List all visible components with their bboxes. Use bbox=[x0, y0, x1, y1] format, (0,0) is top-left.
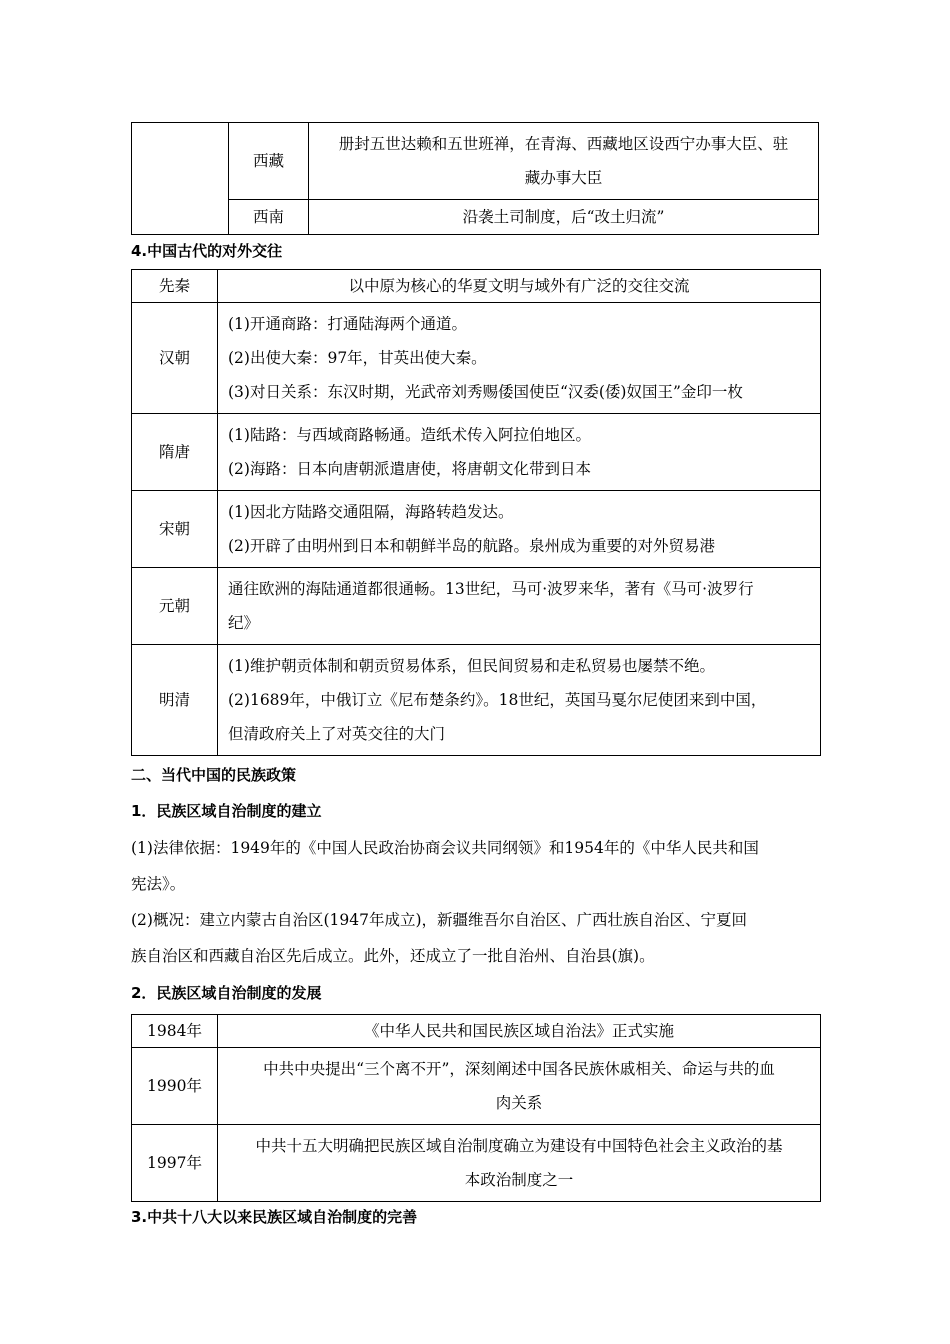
document-page bbox=[131, 122, 821, 1232]
table-row bbox=[132, 414, 821, 491]
table-row bbox=[132, 491, 821, 568]
table-row bbox=[132, 645, 821, 756]
content-cell: (1)陆路：与西域商路畅通。造纸术传入阿拉伯地区。 (2)海路：日本向唐朝派遣唐使，将唐朝文化带到日本 bbox=[218, 414, 821, 491]
content-cell: (1)维护朝贡体制和朝贡贸易体系，但民间贸易和走私贸易也屡禁不绝。 (2)1689年，中俄订立《尼布楚条约》。18世纪，英国马戛尔尼使团来到中国， 但清政府关上了对英交往的大门 bbox=[218, 645, 821, 756]
table-row bbox=[132, 1015, 821, 1048]
part-title: 二、当代中国的民族政策 bbox=[131, 766, 297, 784]
content-cell: 沿袭土司制度，后“改土归流” bbox=[309, 200, 819, 235]
region-cell: 西南 bbox=[229, 200, 309, 235]
table-row bbox=[132, 1125, 821, 1202]
content-cell: (1)因北方陆路交通阻隔，海路转趋发达。 (2)开辟了由明州到日本和朝鲜半岛的航路。泉州成为重要的对外贸易港 bbox=[218, 491, 821, 568]
region-cell: 西藏 bbox=[229, 123, 309, 200]
year-cell: 1990年 bbox=[132, 1048, 218, 1125]
year-cell: 1984年 bbox=[132, 1015, 218, 1048]
table-row bbox=[132, 568, 821, 645]
subsection-title: 2．民族区域自治制度的发展 bbox=[131, 984, 322, 1002]
paragraph: (2)概况：建立内蒙古自治区(1947年成立)，新疆维吾尔自治区、广西壮族自治区、宁夏回 族自治区和西藏自治区先后成立。此外，还成立了一批自治州、自治县(旗)。 bbox=[131, 911, 747, 965]
content-cell: 册封五世达赖和五世班禅，在青海、西藏地区设西宁办事大臣、驻 藏办事大臣 bbox=[309, 123, 819, 200]
era-cell: 先秦 bbox=[132, 270, 218, 303]
subsection-title: 1．民族区域自治制度的建立 bbox=[131, 802, 322, 820]
content-cell: (1)开通商路：打通陆海两个通道。 (2)出使大秦：97年，甘英出使大秦。 (3)对日关系：东汉时期，光武帝刘秀赐倭国使臣“汉委(倭)奴国王”金印一枚 bbox=[218, 303, 821, 414]
tibet-table bbox=[131, 122, 819, 235]
paragraph: (1)法律依据：1949年的《中国人民政治协商会议共同纲领》和1954年的《中华人民共和国 宪法》。 bbox=[131, 839, 759, 893]
table-row bbox=[132, 1048, 821, 1125]
content-cell: 中共中央提出“三个离不开”，深刻阐述中国各民族休戚相关、命运与共的血 肉关系 bbox=[218, 1048, 821, 1125]
era-cell: 隋唐 bbox=[132, 414, 218, 491]
section-title: 4.中国古代的对外交往 bbox=[131, 242, 283, 260]
era-cell: 汉朝 bbox=[132, 303, 218, 414]
content-cell: 中共十五大明确把民族区域自治制度确立为建设有中国特色社会主义政治的基 本政治制度之一 bbox=[218, 1125, 821, 1202]
content-cell: 通往欧洲的海陆通道都很通畅。13世纪，马可·波罗来华，著有《马可·波罗行 纪》 bbox=[218, 568, 821, 645]
empty-cell bbox=[132, 123, 229, 235]
table-row bbox=[132, 303, 821, 414]
table-row bbox=[132, 200, 819, 235]
year-cell: 1997年 bbox=[132, 1125, 218, 1202]
era-cell: 元朝 bbox=[132, 568, 218, 645]
foreign-relations-table bbox=[131, 269, 821, 756]
development-table bbox=[131, 1014, 821, 1202]
table-row bbox=[132, 123, 819, 200]
table-row bbox=[132, 270, 821, 303]
era-cell: 明清 bbox=[132, 645, 218, 756]
content-cell: 《中华人民共和国民族区域自治法》正式实施 bbox=[218, 1015, 821, 1048]
subsection-title: 3.中共十八大以来民族区域自治制度的完善 bbox=[131, 1208, 418, 1226]
era-cell: 宋朝 bbox=[132, 491, 218, 568]
content-cell: 以中原为核心的华夏文明与域外有广泛的交往交流 bbox=[218, 270, 821, 303]
